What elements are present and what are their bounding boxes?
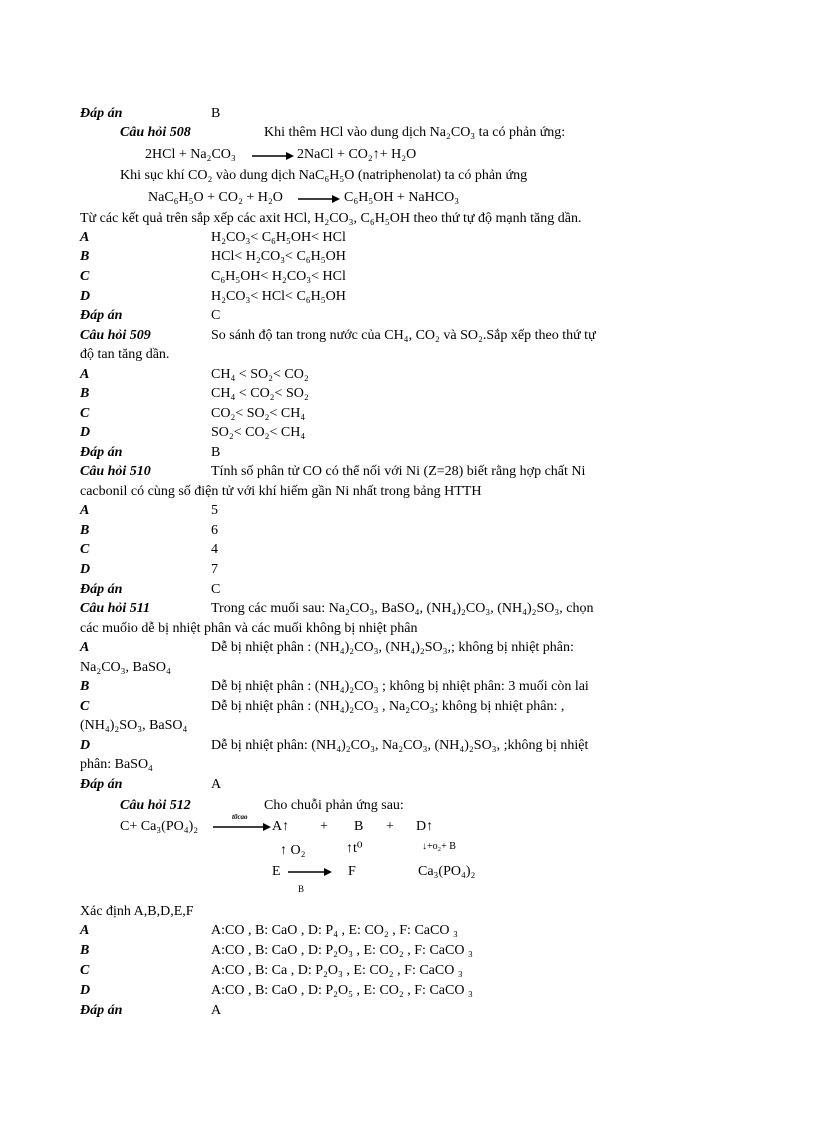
answer-value: C bbox=[211, 582, 221, 597]
reaction-arrow-icon bbox=[298, 194, 340, 204]
scheme-oxidation-step: ↓+o₂+ B bbox=[422, 841, 456, 852]
scheme-final-product: Ca₃(PO₄)₂ bbox=[418, 864, 476, 879]
option-a: Dễ bị nhiệt phân : (NH₄)₂CO₃, (NH₄)₂SO₃,; không bị nhiệt phân: bbox=[211, 640, 574, 655]
question-text: Xác định A,B,D,E,F bbox=[80, 904, 194, 919]
scheme-plus: + bbox=[386, 819, 394, 834]
option-a: CH₄ < SO₂< CO₂ bbox=[211, 367, 309, 382]
option-c: A:CO , B: Ca , D: P₂O₃ , E: CO₂ , F: CaCO ₃ bbox=[211, 963, 463, 978]
scheme-reactants: C+ Ca₃(PO₄)₂ bbox=[120, 819, 199, 834]
option-label-b: B bbox=[80, 249, 90, 264]
scheme-product-e: E bbox=[272, 864, 281, 879]
scheme-product-a: A↑ bbox=[272, 819, 290, 834]
option-c: 4 bbox=[211, 542, 218, 557]
label-dap-an: Đáp án bbox=[80, 777, 123, 792]
label-dap-an: Đáp án bbox=[80, 106, 123, 121]
option-label-a: A bbox=[80, 230, 90, 245]
question-intro: Cho chuỗi phản ứng sau: bbox=[264, 798, 404, 813]
label-dap-an: Đáp án bbox=[80, 582, 123, 597]
question-text: độ tan tăng dần. bbox=[80, 347, 170, 362]
question-text: cacbonil có cùng số điện tử với khí hiếm gần Ni nhất trong bảng HTTH bbox=[80, 484, 482, 499]
option-label-b: B bbox=[80, 943, 90, 958]
option-c: Dễ bị nhiệt phân : (NH₄)₂CO₃ , Na₂CO₃; không bị nhiệt phân: , bbox=[211, 699, 565, 714]
answer-value: A bbox=[211, 777, 222, 792]
option-c: C₆H₅OH< H₂CO₃< HCl bbox=[211, 269, 346, 284]
reaction-arrow-icon bbox=[213, 822, 271, 832]
option-c: CO₂< SO₂< CH₄ bbox=[211, 406, 306, 421]
question-text: Trong các muối sau: Na₂CO₃, BaSO₄, (NH₄)₂CO₃, (NH₄)₂SO₃, chọn bbox=[211, 601, 594, 616]
option-label-b: B bbox=[80, 523, 90, 538]
option-d: SO₂< CO₂< CH₄ bbox=[211, 425, 306, 440]
equation-right: C₆H₅OH + NaHCO₃ bbox=[344, 190, 460, 205]
option-c-continued: (NH₄)₂SO₃, BaSO₄ bbox=[80, 718, 188, 733]
option-d-continued: phân: BaSO₄ bbox=[80, 757, 153, 772]
option-b: A:CO , B: CaO , D: P₂O₃ , E: CO₂ , F: CaCO ₃ bbox=[211, 943, 473, 958]
question-text: các muốio dễ bị nhiệt phân và các muối không bị nhiệt phân bbox=[80, 621, 418, 636]
scheme-product-d: D↑ bbox=[416, 819, 434, 834]
option-label-d: D bbox=[80, 983, 91, 998]
question-title: Câu hỏi 508 bbox=[120, 125, 191, 140]
question-title: Câu hỏi 510 bbox=[80, 464, 151, 479]
answer-value: B bbox=[211, 106, 221, 121]
option-d: 7 bbox=[211, 562, 218, 577]
label-dap-an: Đáp án bbox=[80, 308, 123, 323]
answer-value: C bbox=[211, 308, 221, 323]
answer-value: B bbox=[211, 445, 221, 460]
question-text: Tính số phân tử CO có thể nối với Ni (Z=28) biết rằng hợp chất Ni bbox=[211, 464, 586, 479]
option-label-d: D bbox=[80, 738, 91, 753]
option-a: A:CO , B: CaO , D: P₄ , E: CO₂ , F: CaCO ₃ bbox=[211, 923, 458, 938]
option-label-b: B bbox=[80, 386, 90, 401]
scheme-plus: + bbox=[320, 819, 328, 834]
equation-left: 2HCl + Na₂CO₃ bbox=[145, 147, 236, 162]
option-label-d: D bbox=[80, 425, 91, 440]
option-a: H₂CO₃< C₆H₅OH< HCl bbox=[211, 230, 346, 245]
scheme-o2-step: ↑ O₂ bbox=[280, 843, 306, 858]
option-label-d: D bbox=[80, 562, 91, 577]
question-text: Khi sục khí CO₂ vào dung dịch NaC₆H₅O (natriphenolat) ta có phản ứng bbox=[120, 168, 528, 183]
option-b: HCl< H₂CO₃< C₆H₅OH bbox=[211, 249, 346, 264]
option-b: Dễ bị nhiệt phân : (NH₄)₂CO₃ ; không bị nhiệt phân: 3 muối còn lai bbox=[211, 679, 589, 694]
option-label-c: C bbox=[80, 963, 90, 978]
question-intro: Khi thêm HCl vào dung dịch Na₂CO₃ ta có phản ứng: bbox=[264, 125, 566, 140]
option-label-c: C bbox=[80, 699, 90, 714]
option-label-a: A bbox=[80, 367, 90, 382]
question-text: Từ các kết quả trên sắp xếp các axit HCl, H₂CO₃, C₆H₅OH theo thứ tự độ mạnh tăng dần. bbox=[80, 211, 582, 226]
option-label-c: C bbox=[80, 269, 90, 284]
option-label-a: A bbox=[80, 640, 90, 655]
option-label-a: A bbox=[80, 923, 90, 938]
option-label-c: C bbox=[80, 542, 90, 557]
answer-value: A bbox=[211, 1003, 222, 1018]
scheme-product-f: F bbox=[348, 864, 356, 879]
label-dap-an: Đáp án bbox=[80, 1003, 123, 1018]
option-label-b: B bbox=[80, 679, 90, 694]
reaction-arrow-icon bbox=[288, 867, 332, 877]
option-d: A:CO , B: CaO , D: P₂O₅ , E: CO₂ , F: CaCO ₃ bbox=[211, 983, 473, 998]
option-b: CH₄ < CO₂< SO₂ bbox=[211, 386, 309, 401]
equation-right: 2NaCl + CO₂↑+ H₂O bbox=[297, 147, 417, 162]
option-d: Dễ bị nhiệt phân: (NH₄)₂CO₃, Na₂CO₃, (NH₄)₂SO₃, ;không bị nhiệt bbox=[211, 738, 589, 753]
option-b: 6 bbox=[211, 523, 218, 538]
option-d: H₂CO₃< HCl< C₆H₅OH bbox=[211, 289, 346, 304]
label-dap-an: Đáp án bbox=[80, 445, 123, 460]
option-a: 5 bbox=[211, 503, 218, 518]
option-a-continued: Na₂CO₃, BaSO₄ bbox=[80, 660, 171, 675]
scheme-heat-step: ↑t⁰ bbox=[346, 841, 363, 856]
question-title: Câu hỏi 511 bbox=[80, 601, 151, 616]
reaction-arrow-icon bbox=[252, 151, 294, 161]
option-label-c: C bbox=[80, 406, 90, 421]
scheme-product-b: B bbox=[354, 819, 364, 834]
scheme-arrow-reagent: B bbox=[298, 884, 305, 894]
option-label-d: D bbox=[80, 289, 91, 304]
option-label-a: A bbox=[80, 503, 90, 518]
question-title: Câu hỏi 512 bbox=[120, 798, 191, 813]
question-title: Câu hỏi 509 bbox=[80, 328, 151, 343]
equation-left: NaC₆H₅O + CO₂ + H₂O bbox=[148, 190, 283, 205]
arrow-condition-label: t0cao bbox=[232, 813, 248, 821]
question-text: So sánh độ tan trong nước của CH₄, CO₂ và SO₂.Sắp xếp theo thứ tự bbox=[211, 328, 596, 343]
